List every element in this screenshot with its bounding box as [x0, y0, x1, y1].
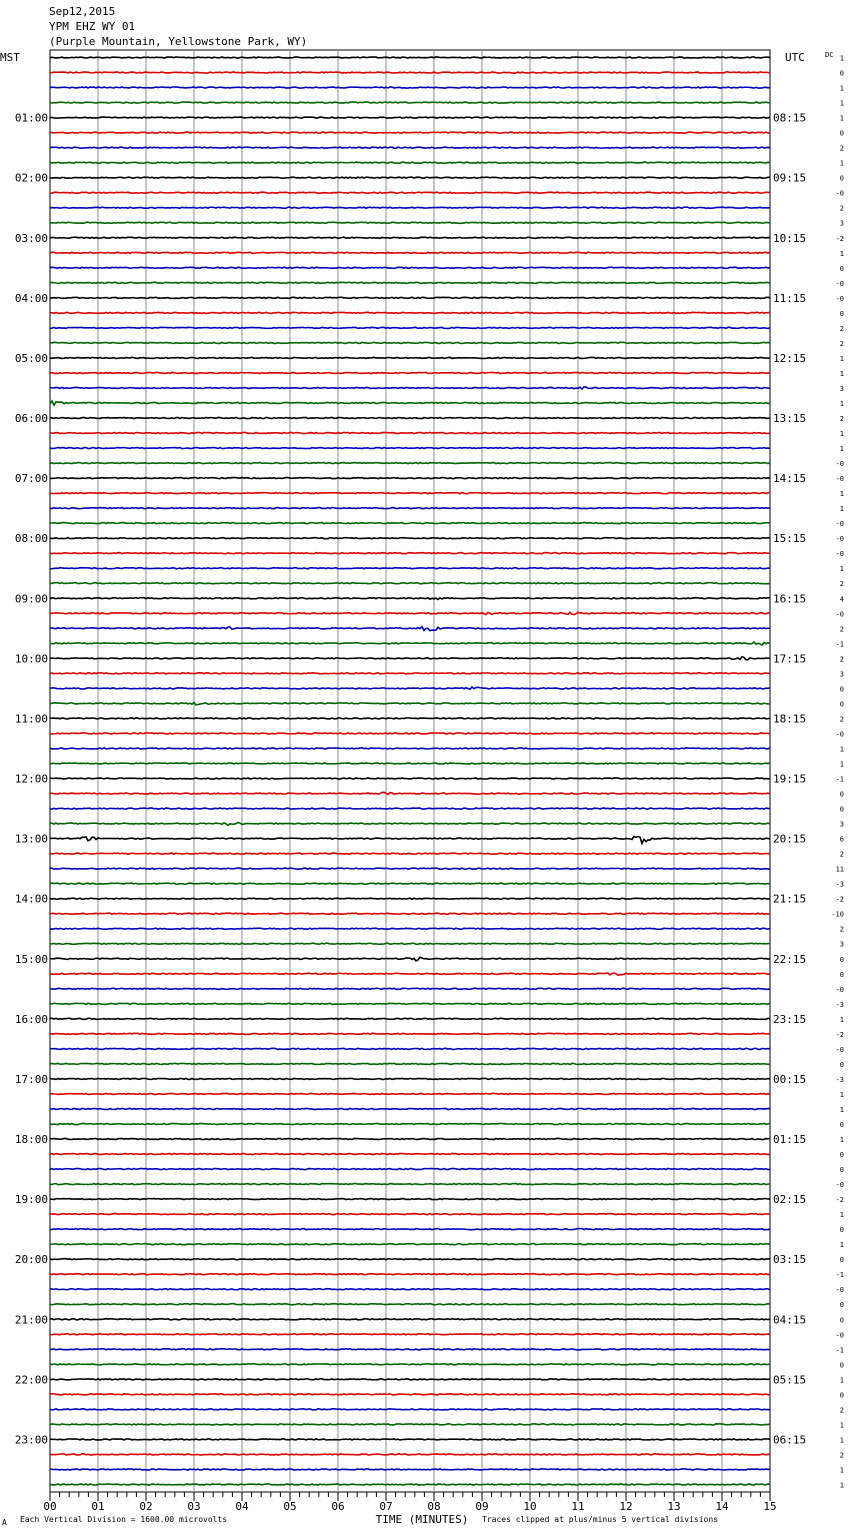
dc-offset-label: -0	[835, 610, 844, 619]
dc-offset-label: 3	[839, 670, 844, 679]
dc-offset-label: 0	[839, 1151, 844, 1160]
seismic-trace	[50, 1093, 770, 1094]
dc-offset-label: -2	[835, 895, 844, 904]
mst-hour-label: 20:00	[14, 1253, 48, 1267]
dc-offset-label: 0	[839, 1256, 844, 1265]
dc-offset-label: 0	[839, 1361, 844, 1370]
dc-offset-label: 1	[839, 369, 844, 378]
header-station: YPM EHZ WY 01	[49, 20, 136, 33]
seismic-trace	[50, 1138, 770, 1139]
dc-offset-label: 0	[839, 790, 844, 799]
x-tick-label: 07	[379, 1500, 393, 1513]
x-tick-label: 14	[715, 1500, 729, 1513]
utc-hour-label: 00:15	[773, 1072, 807, 1086]
dc-offset-label: 1	[839, 745, 844, 754]
mst-hour-label: 13:00	[14, 832, 48, 846]
utc-hour-label: 16:15	[773, 592, 807, 606]
utc-hour-label: 11:15	[773, 291, 807, 305]
seismic-trace	[50, 1199, 770, 1200]
seismic-trace	[50, 702, 770, 705]
seismic-trace	[50, 748, 770, 749]
seismic-trace	[50, 538, 770, 539]
seismic-trace	[50, 627, 770, 631]
seismic-trace	[50, 297, 770, 298]
seismic-trace	[50, 523, 770, 524]
dc-offset-label: 0	[839, 129, 844, 138]
dc-offset-label: 0	[839, 970, 844, 979]
seismic-trace	[50, 837, 770, 844]
seismic-trace	[50, 1168, 770, 1169]
seismic-trace	[50, 957, 770, 961]
seismic-trace	[50, 1304, 770, 1305]
seismic-trace	[50, 222, 770, 223]
mst-hour-label: 04:00	[14, 291, 48, 305]
seismic-trace	[50, 267, 770, 268]
seismic-trace	[50, 583, 770, 584]
dc-offset-label: -0	[835, 1331, 844, 1340]
seismic-trace	[50, 913, 770, 914]
seismic-trace	[50, 1349, 770, 1350]
seismic-trace	[50, 342, 770, 343]
dc-offset-label: 1	[839, 1376, 844, 1385]
dc-offset-label: 0	[839, 309, 844, 318]
dc-offset-label: 3	[839, 384, 844, 393]
dc-offset-label: 1	[839, 760, 844, 769]
dc-offset-label: 1	[839, 399, 844, 408]
dc-offset-label: 2	[839, 415, 844, 423]
seismic-trace	[50, 898, 770, 899]
dc-offset-label: -3	[835, 880, 844, 889]
dc-offset-label: 11	[835, 865, 844, 874]
dc-offset-label: 2	[839, 715, 844, 724]
mst-hour-label: 18:00	[14, 1133, 48, 1146]
mst-hour-label: 23:00	[14, 1433, 48, 1447]
x-tick-label: 15	[763, 1500, 777, 1513]
seismic-trace	[50, 401, 770, 405]
dc-offset-label: 2	[839, 324, 844, 333]
mst-hour-label: 02:00	[14, 171, 48, 185]
seismic-trace	[50, 823, 770, 826]
dc-offset-label: 0	[839, 1391, 844, 1400]
dc-offset-label: 0	[839, 685, 844, 694]
seismic-trace	[50, 1063, 770, 1064]
dc-offset-label: -3	[835, 1075, 844, 1084]
dc-offset-label: 2	[839, 655, 844, 664]
dc-offset-label: -0	[835, 520, 844, 529]
dc-offset-label: 1	[839, 114, 844, 123]
seismic-trace	[50, 57, 770, 58]
seismic-trace	[50, 973, 770, 975]
seismic-trace	[50, 657, 770, 660]
dc-offset-label: 0	[839, 1060, 844, 1069]
mst-hour-label: 14:00	[14, 892, 48, 906]
dc-offset-label: 1	[839, 249, 844, 258]
dc-offset-label: 1	[839, 159, 844, 168]
dc-offset-label: 4	[839, 595, 844, 604]
scale-note: Each Vertical Division = 1600.00 microvolts	[20, 1515, 228, 1524]
seismic-trace	[50, 207, 770, 208]
seismic-trace	[50, 1214, 770, 1215]
x-tick-label: 06	[331, 1500, 345, 1513]
clip-note: Traces clipped at plus/minus 5 vertical divisions	[482, 1515, 719, 1524]
mst-hour-label: 11:00	[14, 712, 48, 726]
mst-hour-label: 09:00	[14, 592, 48, 606]
seismic-trace	[50, 642, 770, 645]
seismic-trace	[50, 673, 770, 674]
seismic-trace	[50, 192, 770, 193]
mst-hour-label: 17:00	[14, 1072, 48, 1086]
utc-hour-label: 04:15	[773, 1313, 807, 1327]
dc-offset-label: 2	[839, 204, 844, 213]
dc-offset-label: 1	[839, 1241, 844, 1250]
dc-offset-label: 1	[839, 445, 844, 454]
seismic-trace	[50, 568, 770, 569]
dc-offset-label: 1	[839, 1105, 844, 1114]
mst-hour-label: 07:00	[14, 472, 48, 486]
dc-offset-label: -1	[835, 640, 844, 649]
x-tick-label: 02	[139, 1500, 153, 1513]
x-tick-label: 12	[619, 1500, 633, 1513]
utc-hour-label: 09:15	[773, 171, 807, 185]
mst-hour-label: 03:00	[14, 231, 48, 245]
seismic-trace	[50, 1319, 770, 1320]
seismic-trace	[50, 883, 770, 884]
seismic-trace	[50, 1033, 770, 1034]
seismic-trace	[50, 718, 770, 719]
seismic-trace	[50, 1229, 770, 1230]
dc-offset-label: 1	[839, 1015, 844, 1024]
dc-offset-label: 1	[839, 430, 844, 439]
dc-axis-label: DC	[825, 51, 834, 59]
seismic-trace	[50, 687, 770, 689]
seismic-trace	[50, 387, 770, 389]
dc-offset-label: 2	[839, 144, 844, 153]
plot-frame	[50, 50, 770, 1492]
seismic-trace	[50, 868, 770, 869]
dc-offset-label: 1	[839, 1481, 844, 1490]
dc-offset-label: 2	[839, 925, 844, 934]
dc-offset-label: 6	[839, 835, 844, 844]
seismic-trace	[50, 792, 770, 794]
seismic-trace	[50, 1048, 770, 1049]
dc-offset-label: 2	[839, 1451, 844, 1460]
dc-offset-label: 1	[839, 1466, 844, 1475]
mst-hour-label: 06:00	[14, 412, 48, 425]
dc-offset-label: 1	[839, 1436, 844, 1445]
dc-offset-label: -0	[835, 550, 844, 559]
mst-hour-label: 10:00	[14, 652, 48, 666]
seismic-trace	[50, 282, 770, 283]
seismic-trace	[50, 1018, 770, 1019]
mst-hour-label: 12:00	[14, 772, 48, 786]
dc-offset-label: -0	[835, 460, 844, 469]
x-tick-label: 13	[667, 1500, 681, 1513]
seismic-trace	[50, 733, 770, 734]
seismic-trace	[50, 1153, 770, 1154]
dc-offset-label: 0	[839, 1316, 844, 1325]
dc-offset-label: 0	[839, 174, 844, 183]
dc-offset-label: -0	[835, 1286, 844, 1295]
seismic-trace	[50, 117, 770, 118]
utc-hour-label: 19:15	[773, 772, 807, 786]
seismic-trace	[50, 1394, 770, 1395]
seismic-trace	[50, 808, 770, 809]
seismic-trace	[50, 612, 770, 614]
seismic-trace	[50, 432, 770, 433]
dc-offset-label: 3	[839, 820, 844, 829]
seismic-trace	[50, 1244, 770, 1245]
utc-hour-label: 13:15	[773, 412, 807, 425]
mst-hour-label: 22:00	[14, 1373, 48, 1387]
seismic-trace	[50, 237, 770, 238]
seismic-trace	[50, 1289, 770, 1290]
dc-offset-label: 2	[839, 1406, 844, 1415]
utc-hour-label: 20:15	[773, 832, 807, 846]
seismic-trace	[50, 1108, 770, 1109]
dc-offset-label: -2	[835, 1196, 844, 1205]
dc-offset-label: 2	[839, 339, 844, 348]
dc-offset-label: 0	[839, 700, 844, 709]
header-location: (Purple Mountain, Yellowstone Park, WY)	[49, 35, 308, 48]
dc-offset-label: -2	[835, 234, 844, 243]
utc-hour-label: 08:15	[773, 111, 807, 125]
mst-hour-label: 01:00	[14, 111, 48, 125]
dc-offset-label: -0	[835, 985, 844, 994]
x-tick-label: 11	[571, 1500, 585, 1513]
dc-offset-label: -0	[835, 294, 844, 303]
seismic-trace	[50, 553, 770, 554]
dc-offset-label: 0	[839, 805, 844, 814]
seismic-trace	[50, 778, 770, 779]
seismic-trace	[50, 102, 770, 103]
seismic-trace	[50, 357, 770, 358]
mst-hour-label: 19:00	[14, 1193, 48, 1207]
seismic-trace	[50, 1274, 770, 1275]
seismic-trace	[50, 1454, 770, 1455]
dc-offset-label: 2	[839, 850, 844, 859]
seismic-trace	[50, 1078, 770, 1079]
dc-offset-label: 2	[839, 625, 844, 634]
x-tick-label: 10	[523, 1500, 537, 1513]
seismic-trace	[50, 943, 770, 944]
x-axis-label: TIME (MINUTES)	[375, 1513, 469, 1526]
utc-hour-label: 05:15	[773, 1373, 807, 1387]
mst-hour-label: 21:00	[14, 1313, 48, 1327]
dc-offset-label: -0	[835, 475, 844, 484]
seismic-trace	[50, 478, 770, 479]
utc-hour-label: 10:15	[773, 231, 807, 245]
x-tick-label: 04	[235, 1500, 249, 1513]
dc-offset-label: 0	[839, 1226, 844, 1235]
seismic-trace	[50, 1424, 770, 1425]
seismic-trace	[50, 1379, 770, 1380]
dc-offset-label: -0	[835, 730, 844, 739]
seismic-trace	[50, 1184, 770, 1185]
dc-offset-label: -1	[835, 1346, 844, 1355]
seismic-trace	[50, 87, 770, 88]
utc-hour-label: 02:15	[773, 1193, 807, 1207]
seismic-trace	[50, 1484, 770, 1485]
utc-hour-label: 14:15	[773, 472, 807, 486]
seismic-trace	[50, 463, 770, 464]
dc-offset-label: 1	[839, 84, 844, 93]
dc-offset-label: -0	[835, 1045, 844, 1054]
dc-offset-label: 3	[839, 940, 844, 949]
seismic-trace	[50, 177, 770, 178]
dc-offset-label: 0	[839, 955, 844, 964]
dc-offset-label: 0	[839, 264, 844, 273]
dc-offset-label: -3	[835, 1000, 844, 1009]
seismic-trace	[50, 252, 770, 253]
x-tick-label: 00	[43, 1500, 57, 1513]
utc-hour-label: 12:15	[773, 351, 807, 365]
seismic-trace	[50, 928, 770, 929]
mst-hour-label: 16:00	[14, 1012, 48, 1026]
seismic-trace	[50, 147, 770, 148]
dc-offset-label: 0	[839, 1166, 844, 1175]
dc-offset-label: 3	[839, 219, 844, 228]
seismic-trace	[50, 72, 770, 73]
dc-offset-label: -0	[835, 189, 844, 198]
utc-hour-label: 06:15	[773, 1433, 807, 1447]
utc-hour-label: 22:15	[773, 952, 807, 966]
utc-hour-label: 18:15	[773, 712, 807, 726]
dc-offset-label: 1	[839, 505, 844, 514]
utc-hour-label: 15:15	[773, 532, 807, 546]
seismic-trace	[50, 327, 770, 328]
seismic-trace	[50, 1469, 770, 1470]
dc-offset-label: 0	[839, 1120, 844, 1129]
dc-offset-label: 1	[839, 490, 844, 499]
seismic-trace	[50, 162, 770, 163]
seismic-trace	[50, 598, 770, 600]
seismic-trace	[50, 1409, 770, 1410]
dc-offset-label: -1	[835, 1271, 844, 1280]
mst-axis-label: MST	[0, 51, 20, 64]
dc-offset-label: 1	[839, 354, 844, 363]
x-tick-label: 05	[283, 1500, 297, 1513]
mst-hour-label: 15:00	[14, 952, 48, 966]
dc-offset-label: -2	[835, 1030, 844, 1039]
seismic-trace	[50, 1259, 770, 1260]
seismic-trace	[50, 1364, 770, 1365]
seismic-trace	[50, 448, 770, 449]
corner-mark: A	[2, 1518, 7, 1527]
utc-hour-label: 21:15	[773, 892, 807, 906]
seismic-trace	[50, 1439, 770, 1440]
seismic-trace	[50, 1123, 770, 1124]
mst-hour-label: 05:00	[14, 351, 48, 365]
dc-offset-label: 2	[839, 580, 844, 589]
dc-offset-label: 1	[839, 54, 844, 63]
utc-axis-label: UTC	[785, 51, 805, 64]
dc-offset-label: 1	[839, 99, 844, 108]
seismic-trace	[50, 312, 770, 313]
utc-hour-label: 17:15	[773, 652, 807, 666]
seismic-trace	[50, 763, 770, 764]
dc-offset-label: -0	[835, 1181, 844, 1190]
x-tick-label: 01	[91, 1500, 105, 1513]
seismic-trace	[50, 1003, 770, 1004]
dc-offset-label: 1	[839, 565, 844, 574]
dc-offset-label: 1	[839, 1136, 844, 1144]
seismic-trace	[50, 372, 770, 373]
x-tick-label: 03	[187, 1500, 201, 1513]
dc-offset-label: 1	[839, 1090, 844, 1099]
dc-offset-label: -10	[831, 910, 844, 919]
seismic-trace	[50, 1334, 770, 1335]
seismic-trace	[50, 132, 770, 133]
dc-offset-label: -0	[835, 535, 844, 544]
dc-offset-label: 1	[839, 1421, 844, 1430]
header-date: Sep12,2015	[49, 5, 116, 18]
mst-hour-label: 08:00	[14, 532, 48, 546]
seismic-trace	[50, 853, 770, 854]
dc-offset-label: -0	[835, 279, 844, 288]
utc-hour-label: 03:15	[773, 1253, 807, 1267]
dc-offset-label: 0	[839, 69, 844, 78]
seismic-trace	[50, 508, 770, 509]
utc-hour-label: 23:15	[773, 1012, 807, 1026]
dc-offset-label: 0	[839, 1301, 844, 1310]
x-tick-label: 08	[427, 1500, 441, 1513]
seismic-trace	[50, 417, 770, 418]
seismic-trace	[50, 493, 770, 494]
seismic-trace	[50, 988, 770, 989]
dc-offset-label: -1	[835, 775, 844, 784]
utc-hour-label: 01:15	[773, 1133, 807, 1146]
dc-offset-label: 1	[839, 1211, 844, 1220]
x-tick-label: 09	[475, 1500, 489, 1513]
